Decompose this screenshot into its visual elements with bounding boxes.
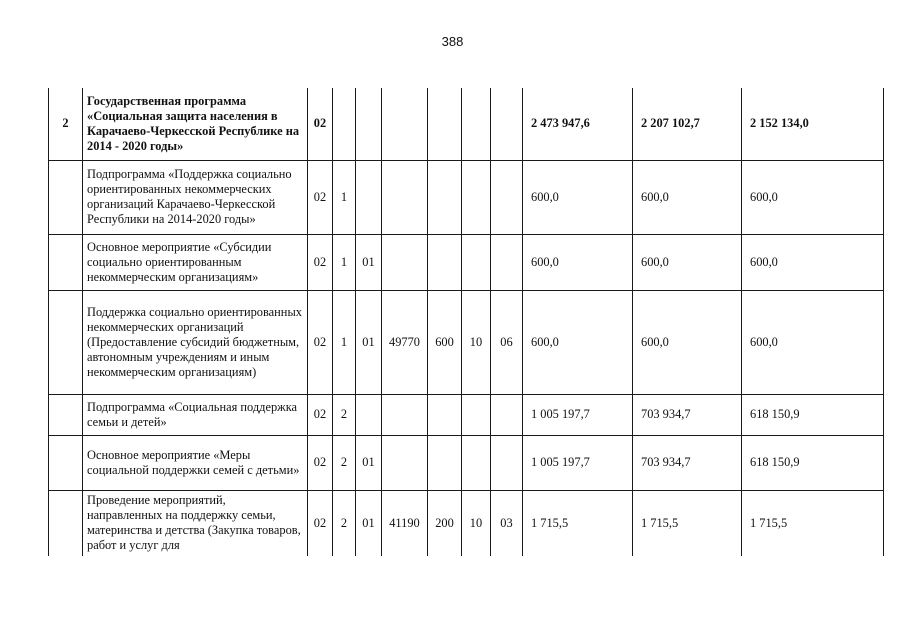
code-section: 10	[462, 490, 491, 556]
code-subsection	[491, 160, 523, 234]
amount-year-1: 2 473 947,6	[523, 88, 633, 160]
code-program: 02	[308, 88, 333, 160]
amount-year-1: 600,0	[523, 234, 633, 290]
code-expense-type: 600	[428, 290, 462, 394]
table-row	[49, 394, 884, 435]
code-expense-type: 200	[428, 490, 462, 556]
code-subprogram: 1	[333, 160, 356, 234]
code-expense-type	[428, 160, 462, 234]
code-subsection	[491, 234, 523, 290]
amount-year-3: 2 152 134,0	[742, 88, 884, 160]
amount-year-3: 1 715,5	[742, 490, 884, 556]
amount-year-3: 618 150,9	[742, 435, 884, 490]
code-event	[356, 88, 382, 160]
amount-year-1: 600,0	[523, 160, 633, 234]
row-name: Основное мероприятие «Меры социальной поддержки семей с детьми»	[83, 435, 308, 490]
amount-year-3: 600,0	[742, 234, 884, 290]
row-index: 2	[49, 88, 83, 160]
table-row	[49, 160, 884, 234]
table-row	[49, 490, 884, 556]
code-program: 02	[308, 234, 333, 290]
code-expense-type	[428, 394, 462, 435]
code-direction	[382, 394, 428, 435]
amount-year-1: 1 005 197,7	[523, 394, 633, 435]
code-subsection	[491, 88, 523, 160]
code-subprogram: 2	[333, 394, 356, 435]
code-expense-type	[428, 234, 462, 290]
code-section	[462, 88, 491, 160]
row-index	[49, 160, 83, 234]
code-subprogram: 1	[333, 290, 356, 394]
code-subsection	[491, 435, 523, 490]
code-expense-type	[428, 88, 462, 160]
amount-year-2: 703 934,7	[633, 394, 742, 435]
amount-year-1: 1 005 197,7	[523, 435, 633, 490]
code-direction: 49770	[382, 290, 428, 394]
code-event	[356, 394, 382, 435]
code-direction	[382, 160, 428, 234]
amount-year-1: 1 715,5	[523, 490, 633, 556]
amount-year-2: 703 934,7	[633, 435, 742, 490]
code-program: 02	[308, 394, 333, 435]
row-index	[49, 490, 83, 556]
page-number: 388	[441, 34, 464, 49]
row-name: Подпрограмма «Социальная поддержка семьи и детей»	[83, 394, 308, 435]
code-event: 01	[356, 435, 382, 490]
code-section	[462, 160, 491, 234]
code-section	[462, 435, 491, 490]
amount-year-2: 2 207 102,7	[633, 88, 742, 160]
amount-year-1: 600,0	[523, 290, 633, 394]
row-name: Поддержка социально ориентированных некоммерческих организаций (Предоставление субсидий бюджетным, автономным учреждениям и иным некоммерческим организациям)	[83, 290, 308, 394]
code-section	[462, 394, 491, 435]
row-index	[49, 234, 83, 290]
code-event: 01	[356, 290, 382, 394]
code-subprogram	[333, 88, 356, 160]
code-event: 01	[356, 234, 382, 290]
code-expense-type	[428, 435, 462, 490]
code-direction	[382, 88, 428, 160]
code-subsection	[491, 394, 523, 435]
budget-table	[48, 88, 884, 556]
code-subsection: 03	[491, 490, 523, 556]
row-index	[49, 394, 83, 435]
code-subsection: 06	[491, 290, 523, 394]
amount-year-3: 600,0	[742, 160, 884, 234]
code-direction	[382, 435, 428, 490]
amount-year-2: 600,0	[633, 160, 742, 234]
code-event	[356, 160, 382, 234]
amount-year-2: 1 715,5	[633, 490, 742, 556]
table-row	[49, 435, 884, 490]
code-subprogram: 2	[333, 490, 356, 556]
amount-year-2: 600,0	[633, 290, 742, 394]
code-event: 01	[356, 490, 382, 556]
code-section	[462, 234, 491, 290]
code-subprogram: 2	[333, 435, 356, 490]
row-name: Основное мероприятие «Субсидии социально ориентированным некоммерческим организациям»	[83, 234, 308, 290]
row-index	[49, 290, 83, 394]
row-name: Проведение мероприятий, направленных на поддержку семьи, материнства и детства (Закупка товаров, работ и услуг для	[83, 490, 308, 556]
code-direction	[382, 234, 428, 290]
row-name: Государственная программа «Социальная защита населения в Карачаево-Черкесской Республике на 2014 - 2020 годы»	[83, 88, 308, 160]
code-direction: 41190	[382, 490, 428, 556]
amount-year-3: 600,0	[742, 290, 884, 394]
amount-year-2: 600,0	[633, 234, 742, 290]
amount-year-3: 618 150,9	[742, 394, 884, 435]
code-program: 02	[308, 290, 333, 394]
row-name: Подпрограмма «Поддержка социально ориентированных некоммерческих организаций Карачаево-Черкесской Республики на 2014-2020 годы»	[83, 160, 308, 234]
code-program: 02	[308, 435, 333, 490]
row-index	[49, 435, 83, 490]
code-subprogram: 1	[333, 234, 356, 290]
table-row	[49, 88, 884, 160]
code-section: 10	[462, 290, 491, 394]
code-program: 02	[308, 160, 333, 234]
table-row	[49, 234, 884, 290]
code-program: 02	[308, 490, 333, 556]
table-row	[49, 290, 884, 394]
